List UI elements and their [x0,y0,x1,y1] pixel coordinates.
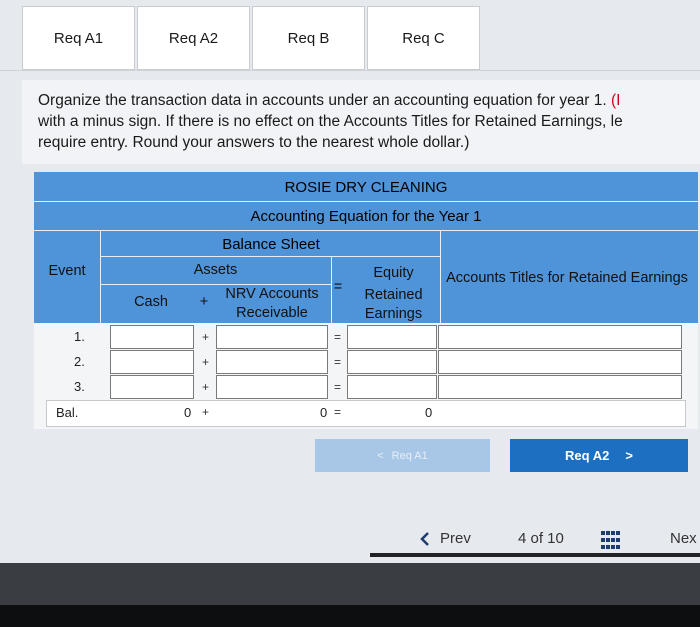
event-header: Event [48,262,86,279]
balance-cash: 0 [184,405,192,420]
assets-header: Assets [193,261,238,278]
chevron-left-icon: < [377,449,384,462]
event-row-3: 3. [74,379,85,394]
statement-title: Balance Sheet [222,235,320,253]
balance-plus: + [202,405,210,419]
retained-input-2[interactable] [347,350,437,374]
chevron-right-icon: > [625,448,633,463]
retained-input-1[interactable] [347,325,437,349]
screen-bezel [0,605,700,627]
nrv-input-3[interactable] [216,375,328,399]
plus-sign-3: + [202,380,210,394]
balance-equals: = [334,405,342,419]
question-position: 4 of 10 [518,530,564,547]
balance-label: Bal. [56,405,79,420]
prev-question-button[interactable] [420,530,471,547]
company-name: ROSIE DRY CLEANING [284,178,448,196]
tab-bar [22,6,482,70]
plus-sign-1: + [202,330,210,344]
event-row-1: 1. [74,329,85,344]
instruction-line1-red: (I [611,92,621,109]
retained-input-3[interactable] [347,375,437,399]
bottom-bar [0,563,700,605]
cash-input-2[interactable] [110,350,194,374]
table-subtitle: Accounting Equation for the Year 1 [250,207,482,225]
grid-icon[interactable] [601,531,621,549]
retained-earnings-header: Retained Earnings [364,287,423,322]
balance-row [46,400,686,427]
instruction-line3: require entry. Round your answers to the nearest whole dollar.) [38,134,470,151]
instruction-line1: Organize the transaction data in accounts under an accounting equation for year 1. [38,92,612,109]
cash-input-3[interactable] [110,375,194,399]
nrv-input-2[interactable] [216,350,328,374]
tabs-divider [0,70,700,71]
chevron-left-icon [420,531,430,547]
balance-retained: 0 [425,405,433,420]
nrv-input-1[interactable] [216,325,328,349]
balance-nrv: 0 [320,405,328,420]
account-title-select-1[interactable] [438,325,682,349]
equals-header: = [333,278,343,295]
pager-underline [370,553,700,557]
equals-sign-3: = [334,380,342,394]
tab-req-c[interactable]: Req C [367,6,480,70]
nrv-header: NRV Accounts Receivable [225,286,319,321]
cash-input-1[interactable] [110,325,194,349]
prev-question-label: Prev [440,530,471,547]
next-req-label: Req A2 [565,448,610,463]
question-pager [0,530,700,550]
account-titles-header: Accounts Titles for Retained Earnings [446,269,688,286]
account-title-select-2[interactable] [438,350,682,374]
equity-header: Equity [373,264,414,281]
equals-sign-1: = [334,330,342,344]
equals-sign-2: = [334,355,342,369]
tab-req-b[interactable]: Req B [252,6,365,70]
event-row-2: 2. [74,354,85,369]
prev-req-button[interactable] [315,439,490,472]
plus-sign-2: + [202,355,210,369]
instruction-text [22,80,700,164]
tab-req-a1[interactable]: Req A1 [22,6,135,70]
tab-req-a2[interactable]: Req A2 [137,6,250,70]
accounting-equation-table [34,172,698,429]
instruction-line2: with a minus sign. If there is no effect on the Accounts Titles for Retained Earnings, le [38,113,623,130]
cash-header: Cash [134,293,168,310]
plus-header: + [199,293,209,310]
account-title-select-3[interactable] [438,375,682,399]
next-req-button[interactable] [510,439,688,472]
next-question-button[interactable]: Nex [670,530,697,547]
prev-req-label: Req A1 [391,449,428,462]
